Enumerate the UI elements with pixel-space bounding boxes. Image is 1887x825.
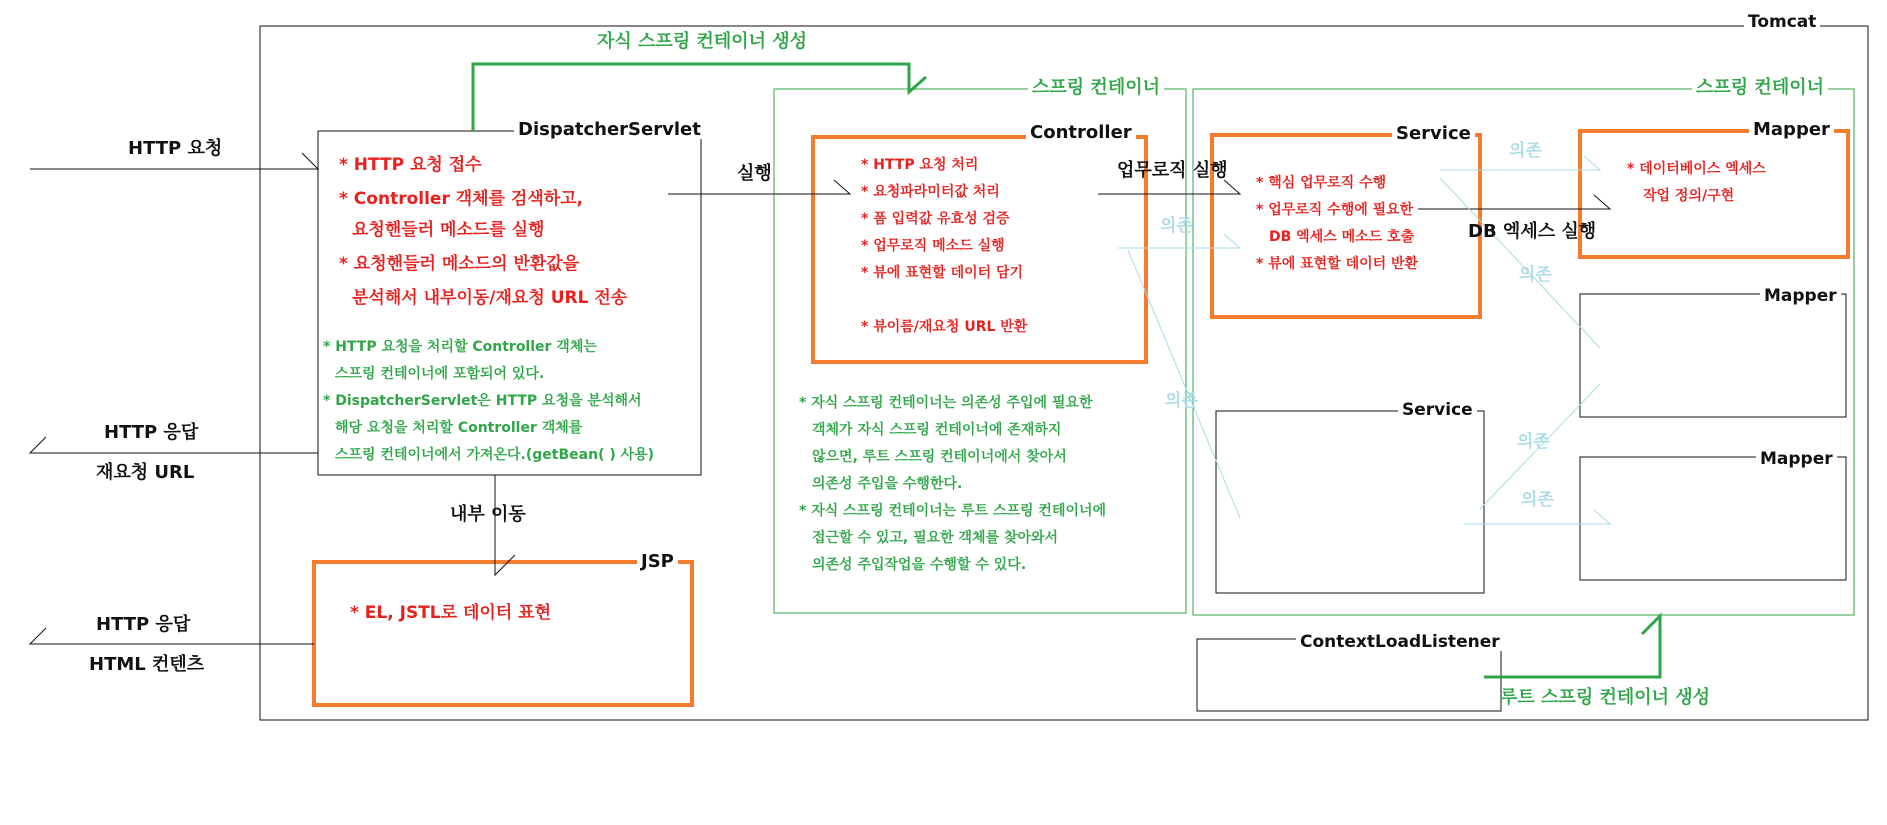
child-note-line-6: 접근할 수 있고, 필요한 객체를 찾아와서: [812, 530, 1059, 546]
http-response-label-1: HTTP 응답: [104, 422, 199, 443]
dependency-label-3: 의존: [1509, 141, 1542, 161]
controller-title: Controller: [1026, 124, 1136, 142]
db-access-label: DB 엑세스 실행: [1468, 221, 1597, 242]
dependency-line-2: [1128, 250, 1240, 518]
service-main-title: Service: [1392, 125, 1475, 143]
root-container-title: 스프링 컨테이너: [1692, 79, 1828, 97]
controller-line-2: * 요청파라미터값 처리: [861, 184, 1000, 200]
tomcat-label: Tomcat: [1744, 14, 1820, 31]
mapper-main-line-2: 작업 정의/구현: [1643, 188, 1735, 204]
controller-line-1: * HTTP 요청 처리: [861, 157, 979, 173]
root-create-arrow: [1484, 616, 1660, 677]
controller-line-5: * 뷰에 표현할 데이터 담기: [861, 265, 1024, 281]
execute-label: 실행: [737, 163, 772, 184]
dispatcher-red-line-1: * HTTP 요청 접수: [339, 155, 482, 175]
service-2-box: [1216, 411, 1484, 593]
business-logic-label: 업무로직 실행: [1117, 160, 1228, 181]
controller-line-3: * 폼 입력값 유효성 검증: [861, 211, 1010, 227]
business-logic-arrow: [1098, 180, 1240, 194]
forward-label: 내부 이동: [450, 504, 526, 525]
html-contents-label: HTML 컨텐츠: [89, 654, 205, 675]
dependency-line-4: [1440, 178, 1600, 348]
dispatcher-red-line-4: * 요청핸들러 메소드의 반환값을: [339, 254, 580, 274]
child-container-title: 스프링 컨테이너: [1028, 79, 1164, 97]
child-note-line-5: * 자식 스프링 컨테이너는 루트 스프링 컨테이너에: [799, 503, 1107, 519]
dispatcher-green-line-5: 스프링 컨테이너에서 가져온다.(getBean( ) 사용): [335, 447, 655, 463]
dispatcher-red-line-2: * Controller 객체를 검색하고,: [339, 189, 584, 209]
mapper-3-title: Mapper: [1756, 451, 1837, 468]
http-response-label-2: HTTP 응답: [96, 614, 191, 635]
dispatcher-red-line-5: 분석해서 내부이동/재요청 URL 전송: [352, 288, 628, 308]
dispatcher-green-line-4: 해당 요청을 처리할 Controller 객체를: [335, 420, 583, 436]
service-main-line-2: * 업무로직 수행에 필요한: [1256, 202, 1414, 218]
jsp-box: [314, 562, 692, 705]
redirect-url-label: 재요청 URL: [96, 462, 195, 483]
dependency-label-6: 의존: [1521, 490, 1554, 510]
dependency-label-5: 의존: [1517, 432, 1550, 452]
mapper-3-box: [1580, 457, 1846, 580]
mapper-2-title: Mapper: [1760, 288, 1841, 305]
dependency-label-4: 의존: [1519, 265, 1552, 285]
dispatcher-title: DispatcherServlet: [514, 121, 705, 139]
controller-line-4: * 업무로직 메소드 실행: [861, 238, 1005, 254]
jsp-title: JSP: [637, 553, 678, 571]
mapper-2-box: [1580, 294, 1846, 417]
service-2-title: Service: [1398, 402, 1477, 419]
dependency-label-2: 의존: [1165, 391, 1198, 411]
child-container-create-label: 자식 스프링 컨테이너 생성: [597, 31, 808, 52]
controller-line-6: * 뷰이름/재요청 URL 반환: [861, 319, 1028, 335]
child-note-line-2: 객체가 자식 스프링 컨테이너에 존재하지: [812, 422, 1062, 438]
service-main-line-1: * 핵심 업무로직 수행: [1256, 175, 1387, 191]
jsp-line: * EL, JSTL로 데이터 표현: [350, 603, 551, 623]
dispatcher-red-line-3: 요청핸들러 메소드를 실행: [352, 220, 545, 240]
child-note-line-3: 않으면, 루트 스프링 컨테이너에서 찾아서: [812, 449, 1067, 465]
dependency-label-1: 의존: [1160, 216, 1193, 236]
context-listener-title: ContextLoadListener: [1296, 634, 1504, 651]
dispatcher-green-line-1: * HTTP 요청을 처리할 Controller 객체는: [323, 339, 597, 355]
dispatcher-green-line-3: * DispatcherServlet은 HTTP 요청을 분석해서: [323, 393, 642, 409]
child-note-line-4: 의존성 주입을 수행한다.: [812, 476, 963, 492]
mapper-main-line-1: * 데이터베이스 엑세스: [1627, 161, 1766, 177]
dispatcher-green-line-2: 스프링 컨테이너에 포함되어 있다.: [335, 366, 545, 382]
mapper-main-title: Mapper: [1749, 121, 1834, 139]
dependency-line-1: [1118, 234, 1240, 248]
child-note-line-7: 의존성 주입작업을 수행할 수 있다.: [812, 557, 1027, 573]
dependency-line-6: [1464, 510, 1610, 524]
http-request-label: HTTP 요청: [128, 138, 223, 159]
service-main-box: [1212, 135, 1480, 317]
root-container-create-label: 루트 스프링 컨테이너 생성: [1500, 687, 1711, 708]
child-note-line-1: * 자식 스프링 컨테이너는 의존성 주입에 필요한: [799, 395, 1093, 411]
service-main-line-4: * 뷰에 표현할 데이터 반환: [1256, 256, 1419, 272]
service-main-line-3: DB 엑세스 메소드 호출: [1269, 229, 1415, 245]
